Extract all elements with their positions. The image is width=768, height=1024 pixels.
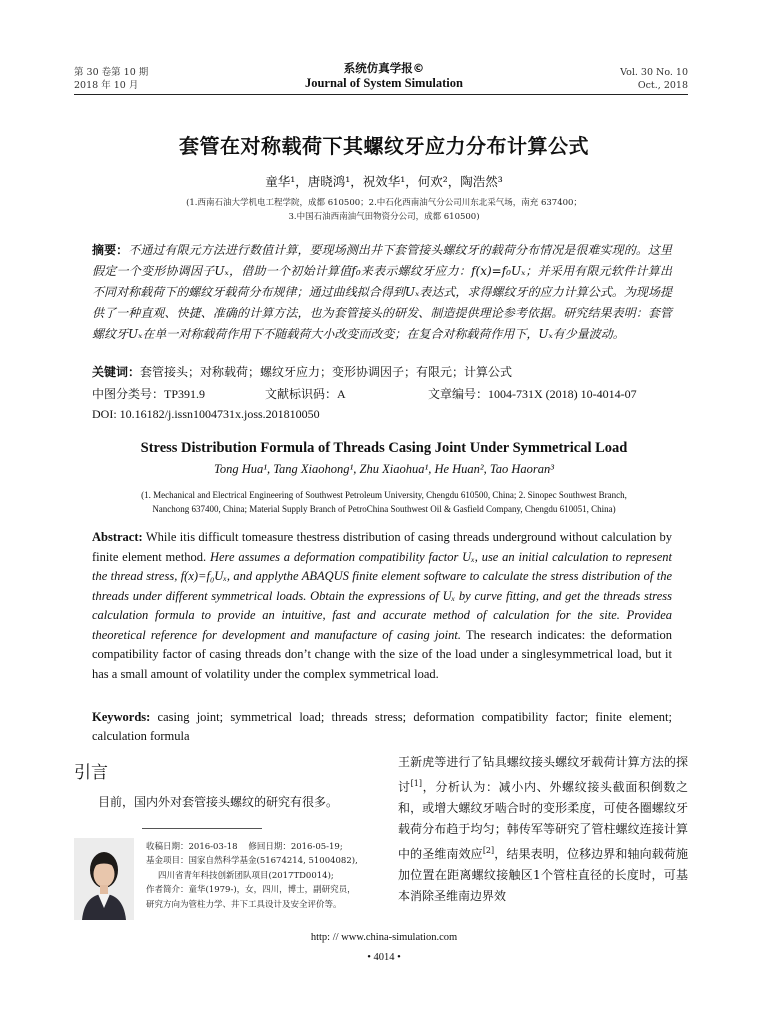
volume-cn: 第 30 卷第 10 期: [74, 67, 149, 78]
revised-date: 修回日期：2016-05-19;: [248, 842, 343, 852]
article-meta: [92, 384, 672, 424]
citation-ref-1[interactable]: [1]: [410, 779, 423, 788]
keywords-text-cn: 套管接头；对称载荷；螺纹牙应力；变形协调因子；有限元；计算公式: [140, 365, 513, 379]
received-date: 收稿日期：2016-03-18: [146, 842, 238, 852]
affiliation-line: (1. Mechanical and Electrical Engineering of Southwest Petroleum University, Chengdu 610500, China; 2. Sinopec Southwest Branch,: [141, 490, 627, 500]
affiliations-cn: [0, 196, 768, 224]
intro-right-text-2: ，分析认为：减小内、外螺纹接头截面积倒数之和，或增大螺纹牙啮合时的变形柔度，可使各圈螺纹牙载荷分布趋于均匀；韩传军等研究了管柱螺纹连接计算中的圣维南效应: [398, 780, 688, 861]
footnote-block: [146, 840, 378, 912]
abstract-en: [92, 528, 672, 684]
abstract-text-cn: 不通过有限元方法进行数值计算，要现场测出井下套管接头螺纹牙的载荷分布情况是很难实现的。这里假定一个变形协调因子Uₓ，借助一个初始计算值f₀来表示螺纹牙应力：f(x)=f₀Uₓ；并采用有限元软件计算出不同对称载荷下的螺纹牙载荷分布规律；通过曲线拟合得到Uₓ表达式，求得螺纹牙的应力计算公式。为现场提供了一种直观、快捷、准确的计算方法，也为套管接头的研发、制造提供理论参考依据。研究结果表明：套管螺纹牙Uₓ在单一对称载荷作用下不随载荷大小改变而改变；在复合对称载荷作用下，Uₓ有少量波动。: [92, 243, 672, 341]
section-heading-intro: 引言: [74, 763, 108, 783]
keywords-label-cn: 关键词：: [92, 365, 141, 379]
authors-en: Tong Hua¹, Tang Xiaohong¹, Zhu Xiaohua¹, He Huan², Tao Haoran³: [214, 462, 554, 476]
volume-en: Vol. 30 No. 10: [620, 67, 688, 78]
journal-name-cn: 系统仿真学报©: [343, 61, 425, 75]
affiliations-en: [100, 488, 668, 516]
abstract-text-en-2: Here assumes a deformation compatibility factor Uₓ, use an initial calculation to represent the thread stress, f(x)=f₀Uₓ, and applythe ABAQUS finite element software to calculate the stress distribution of the threads under different symmetrical loads. Obtain the expressions of Uₓ by curve fitting, and get the threads stress calculation formula to provide an intuitive, fast and accurate method of calculation for the site. Providea theoretical reference for development and manufacture of casing joint.: [92, 549, 672, 642]
affiliation-line: (1.西南石油大学机电工程学院，成都 610500；2.中石化西南油气分公司川东北采气场，南充 637400；: [186, 198, 582, 208]
header-divider: [74, 94, 688, 95]
keywords-text-en: casing joint; symmetrical load; threads stress; deformation compatibility factor; finite element; calculation formula: [92, 710, 672, 743]
abstract-label-cn: 摘要：: [92, 243, 129, 257]
date-en: Oct., 2018: [637, 80, 688, 91]
fund-line-1: 基金项目：国家自然科学基金(51674214, 51004082),: [146, 856, 358, 867]
authors-cn: 童华¹，唐晓鸿¹，祝效华¹，何欢²，陶浩然³: [265, 174, 503, 189]
paper-title-en: Stress Distribution Formula of Threads Casing Joint Under Symmetrical Load: [140, 440, 628, 456]
keywords-label-en: Keywords:: [92, 710, 151, 724]
intro-paragraph-right: [398, 752, 688, 907]
clc-number: 中图分类号：TP391.9: [92, 387, 206, 401]
author-photo: [74, 838, 134, 920]
abstract-text-en-1: While itis difficult tomeasure thestress distribution of casing threads underground without calculation by finite element method.: [92, 530, 672, 564]
abstract-label-en: Abstract:: [92, 530, 143, 544]
affiliation-line: 3.中国石油西南油气田物资分公司，成都 610500): [288, 212, 480, 222]
author-bio-2: 研究方向为管柱力学、井下工具设计及安全评价等。: [146, 899, 342, 910]
affiliation-line: Nanchong 637400, China; Material Supply Branch of PetroChina Southwest Oil & Gasfield Company, Chengdu 610051, China): [152, 504, 616, 514]
footer-url[interactable]: http: // www.china-simulation.com: [310, 932, 458, 943]
fund-line-2: 四川省青年科技创新团队项目(2017TD0014);: [158, 870, 334, 881]
header-right: [620, 66, 688, 92]
citation-ref-2[interactable]: [2]: [482, 846, 495, 855]
doi: DOI: 10.16182/j.issn1004731x.joss.201810050: [92, 407, 320, 421]
keywords-en: [92, 708, 672, 746]
page-number: • 4014 •: [367, 952, 401, 963]
article-number: 文章编号：1004-731X (2018) 10-4014-07: [428, 387, 637, 401]
intro-right-text-1: 王新虎等进行了钻具螺纹接头螺纹牙载荷计算方法的探讨: [398, 755, 688, 794]
paper-title-cn: 套管在对称载荷下其螺纹牙应力分布计算公式: [179, 134, 589, 158]
abstract-cn: [92, 240, 672, 345]
journal-name-en: Journal of System Simulation: [304, 76, 463, 90]
footnote-divider: [142, 828, 262, 829]
intro-paragraph-left: 目前，国内外对套管接头螺纹的研究有很多。: [98, 795, 339, 809]
keywords-cn: [92, 362, 672, 382]
document-code: 文献标识码：A: [265, 387, 346, 401]
date-cn: 2018 年 10 月: [74, 80, 139, 91]
author-bio-1: 作者简介：童华(1979-)，女，四川，博士，副研究员，: [146, 885, 356, 896]
intro-right-text-3: ，结果表明，位移边界和轴向载荷施加位置在距离螺纹接触区1个管柱直径的长度时，可基本消除圣维南边界效: [398, 847, 688, 903]
abstract-text-en-3: The research indicates: the deformation compatibility factor of casing threads don’t change with the size of the load under a singlesymmetrical load, but it has a small amount of volatility under the complex symmetrical load.: [92, 627, 672, 681]
author-portrait-image: [74, 838, 134, 920]
